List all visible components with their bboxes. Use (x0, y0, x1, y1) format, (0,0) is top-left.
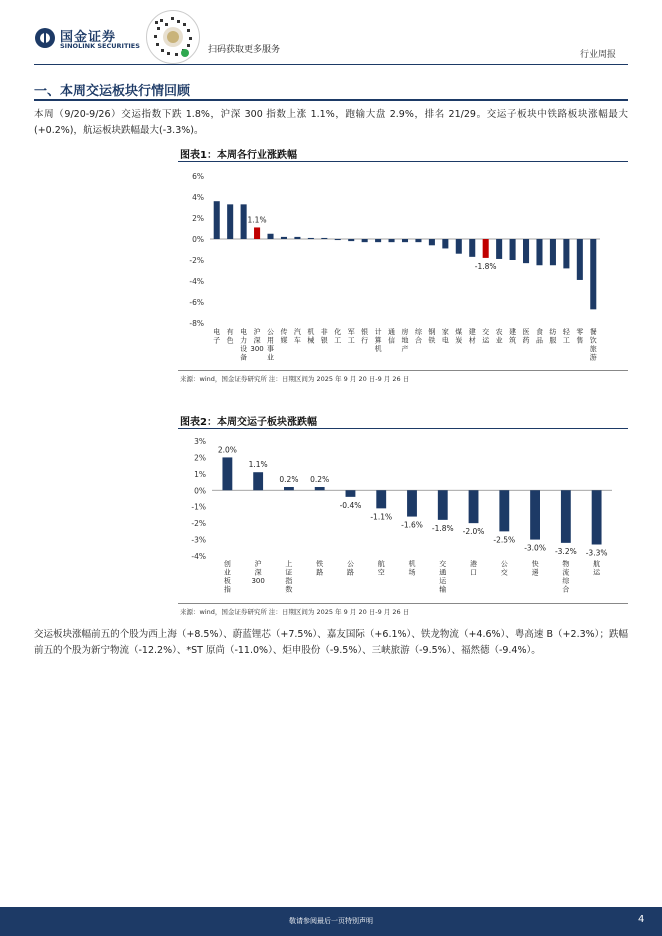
category-label: 食 (535, 328, 543, 336)
category-label: 场 (408, 568, 416, 577)
category-label: 指 (223, 585, 231, 594)
category-label: 医 (522, 328, 530, 336)
category-label: 纺 (549, 328, 557, 336)
category-label: 钢 (428, 328, 436, 336)
category-label: 品 (535, 336, 543, 345)
figure1-top-rule (178, 161, 628, 162)
category-label: 军 (347, 328, 355, 336)
category-label: 房 (401, 328, 409, 336)
industry-change-chart (178, 164, 628, 369)
category-label: 证 (285, 568, 293, 577)
summary-paragraph: 本周（9/20-9/26）交运指数下跌 1.8%，沪深 300 指数上涨 1.1%，跑输大盘 2.9%，排名 21/29。交运子板块中铁路板块涨幅最大(+0.2%)，航运板块跌幅最大(-3.3%)。 (34, 109, 628, 136)
category-label: 行 (361, 336, 369, 345)
category-label: 物 (562, 560, 570, 568)
bar-建材 (469, 239, 475, 257)
y-tick-label: 3% (194, 437, 206, 446)
category-label: 筑 (509, 336, 517, 345)
category-label: 路 (346, 568, 354, 577)
category-label: 服 (549, 336, 557, 345)
category-label: 化 (334, 328, 342, 336)
bar-农业 (496, 239, 502, 259)
category-label: 路 (316, 568, 324, 577)
category-label: 合 (562, 585, 570, 594)
category-label: 建 (509, 328, 517, 336)
bar-沪深300 (253, 472, 263, 490)
category-label: 设 (240, 345, 248, 353)
category-label: 电 (240, 328, 248, 336)
data-label: -1.8% (474, 261, 497, 271)
category-label: 媒 (280, 336, 288, 345)
y-tick-label: -2% (189, 256, 204, 265)
logo-english-name: SINOLINK SECURITIES (60, 42, 140, 50)
y-tick-label: -8% (189, 319, 204, 328)
y-tick-label: 0% (192, 235, 204, 244)
category-label: 备 (240, 353, 248, 362)
category-label: 有 (226, 328, 234, 336)
category-label: 地 (401, 336, 409, 345)
category-label: 深 (254, 568, 262, 577)
category-label: 铁 (316, 560, 324, 568)
category-label: 计 (374, 328, 382, 336)
category-label: 公 (346, 560, 354, 568)
category-label: 银 (320, 336, 328, 345)
category-label: 铁 (428, 336, 436, 345)
data-label: -1.1% (370, 512, 393, 522)
category-label: 信 (388, 336, 396, 345)
category-label: 公 (500, 560, 508, 568)
category-label: 煤 (455, 328, 463, 336)
bar-传媒 (281, 237, 287, 239)
bar-通信 (389, 239, 395, 242)
category-label: 运 (593, 568, 601, 577)
bar-机械 (308, 238, 314, 239)
bar-建筑 (510, 239, 516, 260)
header-divider (34, 64, 628, 65)
category-label: 农 (495, 328, 503, 336)
category-label: 械 (307, 336, 315, 345)
data-label: -0.4% (339, 500, 362, 510)
category-label: 机 (408, 560, 416, 568)
category-label: 传 (280, 328, 288, 336)
bar-电子 (214, 201, 220, 239)
bar-纺服 (550, 239, 556, 265)
category-label: 炭 (455, 336, 463, 345)
category-label: 家 (441, 328, 449, 336)
category-label: 业 (223, 568, 231, 577)
y-tick-label: -4% (191, 552, 206, 561)
figure2-top-rule (178, 428, 628, 429)
category-label: 机 (374, 345, 382, 353)
category-label: 创 (223, 560, 231, 568)
data-label: 2.0% (217, 445, 237, 455)
category-label: 运 (439, 577, 447, 585)
y-tick-label: 6% (192, 172, 204, 181)
data-label: 1.1% (248, 460, 268, 470)
category-label: 售 (576, 336, 584, 345)
figure1-bottom-rule (178, 370, 628, 371)
category-label: 交 (439, 560, 447, 568)
qr-code-icon[interactable] (146, 10, 200, 64)
category-label: 建 (468, 328, 476, 336)
bar-餐饮旅游 (590, 239, 596, 309)
bar-快递 (530, 490, 540, 539)
y-tick-label: -6% (189, 298, 204, 307)
category-label: 汽 (293, 328, 301, 336)
category-label: 流 (562, 568, 570, 577)
category-label: 沪 (253, 328, 261, 336)
category-label: 工 (334, 336, 342, 345)
category-label: 非 (320, 328, 328, 336)
bar-交运 (483, 239, 489, 258)
bar-有色 (227, 204, 233, 239)
category-label: 上 (285, 560, 293, 568)
y-tick-label: 1% (194, 469, 206, 479)
category-label: 工 (562, 336, 570, 345)
bar-食品 (536, 239, 542, 265)
bar-煤炭 (456, 239, 462, 254)
category-label: 综 (562, 577, 570, 585)
figure2-source: 来源：wind，国金证券研究所 注：日期区间为 2025 年 9 月 20 日-9 月 26 日 (180, 608, 410, 616)
data-label: -1.8% (431, 523, 454, 533)
category-label: 沪 (254, 560, 262, 568)
y-tick-label: 4% (192, 193, 204, 202)
bar-零售 (577, 239, 583, 280)
sinolink-logo-icon (34, 27, 56, 49)
data-label: 0.2% (310, 475, 330, 484)
bar-房地产 (402, 239, 408, 242)
category-label: 电 (213, 328, 221, 336)
category-label: 数 (285, 585, 293, 594)
category-label: 航 (593, 560, 601, 568)
section-title: 一、本周交运板块行情回顾 (34, 84, 191, 99)
category-label: 业 (267, 353, 275, 362)
category-label: 餐 (589, 328, 597, 336)
bar-港口 (469, 490, 479, 523)
y-tick-label: -4% (189, 277, 204, 286)
category-label: 业 (495, 336, 503, 345)
figure1-title: 图表1：本周各行业涨跌幅 (180, 150, 297, 161)
bar-公用事业 (267, 234, 273, 239)
bar-医药 (523, 239, 529, 263)
figure1-source: 来源：wind，国金证券研究所 注：日期区间为 2025 年 9 月 20 日-9 月 26 日 (180, 375, 410, 383)
y-tick-label: 2% (192, 214, 204, 223)
category-label: 空 (377, 568, 385, 577)
bar-银行 (362, 239, 368, 242)
category-label: 力 (240, 336, 248, 345)
category-label: 300 (251, 577, 265, 585)
data-label: -1.6% (401, 520, 423, 530)
bar-航空 (376, 490, 386, 508)
bar-非银 (321, 238, 327, 239)
bar-航运 (592, 490, 602, 544)
category-label: 算 (374, 336, 382, 345)
category-label: 饮 (589, 336, 597, 345)
category-label: 综 (414, 328, 422, 336)
category-label: 子 (213, 336, 221, 345)
bar-上证指数 (284, 487, 294, 490)
bar-化工 (335, 239, 341, 240)
bar-创业板指 (222, 457, 232, 490)
category-label: 银 (361, 328, 369, 336)
category-label: 游 (589, 353, 597, 362)
transport-subsector-chart (178, 431, 628, 601)
category-label: 交 (500, 568, 508, 577)
bar-钢铁 (429, 239, 435, 245)
category-label: 事 (267, 345, 275, 353)
category-label: 板 (223, 577, 231, 585)
figure2-bottom-rule (178, 603, 628, 604)
section-divider (34, 99, 628, 101)
category-label: 深 (253, 336, 261, 345)
bar-军工 (348, 239, 354, 241)
bar-家电 (442, 239, 448, 248)
y-tick-label: 2% (194, 453, 206, 463)
bar-公交 (499, 490, 509, 531)
data-label: -2.0% (462, 527, 485, 537)
category-label: 用 (267, 336, 275, 345)
category-label: 公 (267, 328, 275, 336)
data-label: -3.0% (524, 543, 546, 553)
category-label: 港 (470, 560, 478, 568)
category-label: 快 (531, 560, 539, 568)
category-label: 通 (388, 328, 396, 336)
bar-轻工 (563, 239, 569, 268)
bar-汽车 (294, 237, 300, 239)
bar-计算机 (375, 239, 381, 242)
category-label: 指 (285, 577, 293, 585)
category-label: 交 (482, 328, 490, 336)
category-label: 输 (439, 585, 447, 594)
data-label: -2.5% (493, 535, 516, 545)
bar-沪深300 (254, 227, 260, 239)
category-label: 工 (347, 336, 355, 345)
category-label: 航 (377, 560, 385, 568)
document-type: 行业周报 (580, 50, 617, 60)
logo-chinese-name: 国金证券 (60, 30, 117, 45)
category-label: 运 (482, 336, 490, 345)
category-label: 电 (441, 336, 449, 345)
category-label: 合 (414, 336, 422, 345)
y-tick-label: 0% (194, 486, 206, 496)
data-label: -3.3% (585, 548, 608, 558)
figure2-title: 图表2：本周交运子板块涨跌幅 (180, 417, 317, 428)
qr-caption: 扫码获取更多服务 (208, 45, 281, 55)
bar-交通运输 (438, 490, 448, 520)
bar-电力设备 (241, 204, 247, 239)
category-label: 材 (468, 336, 476, 345)
category-label: 轻 (562, 328, 570, 336)
category-label: 色 (226, 336, 234, 345)
data-label: 1.1% (247, 215, 267, 225)
category-label: 机 (307, 328, 315, 336)
page-number: 4 (638, 914, 645, 925)
category-label: 车 (293, 336, 301, 345)
category-label: 零 (576, 328, 584, 336)
category-label: 通 (439, 568, 447, 577)
category-label: 递 (531, 568, 539, 577)
y-tick-label: -3% (191, 535, 206, 545)
bar-机场 (407, 490, 417, 516)
category-label: 300 (250, 345, 264, 353)
data-label: 0.2% (279, 475, 299, 484)
top-movers-paragraph: 交运板块涨幅前五的个股为西上海（+8.5%）、蔚蓝锂芯（+7.5%）、嘉友国际（+6.1%）、铁龙物流（+4.6%）、粤高速 B（+2.3%）；跌幅前五的个股为新宁物流（-12.2%）、*ST 原尚（-11.0%）、炬申股份（-9.5%）、三峡旅游（-9.5%）、福然德（-9.4%）。 (34, 629, 628, 656)
bar-公路 (346, 490, 356, 497)
bar-综合 (415, 239, 421, 242)
y-tick-label: -1% (191, 502, 206, 512)
footer-disclaimer[interactable]: 敬请参阅最后一页特别声明 (289, 917, 373, 925)
category-label: 口 (470, 568, 478, 577)
category-label: 旅 (589, 345, 597, 353)
category-label: 药 (522, 336, 530, 345)
data-label: -3.2% (554, 546, 577, 556)
bar-铁路 (315, 487, 325, 490)
bar-物流综合 (561, 490, 571, 543)
y-tick-label: -2% (191, 519, 206, 529)
category-label: 产 (401, 345, 409, 353)
